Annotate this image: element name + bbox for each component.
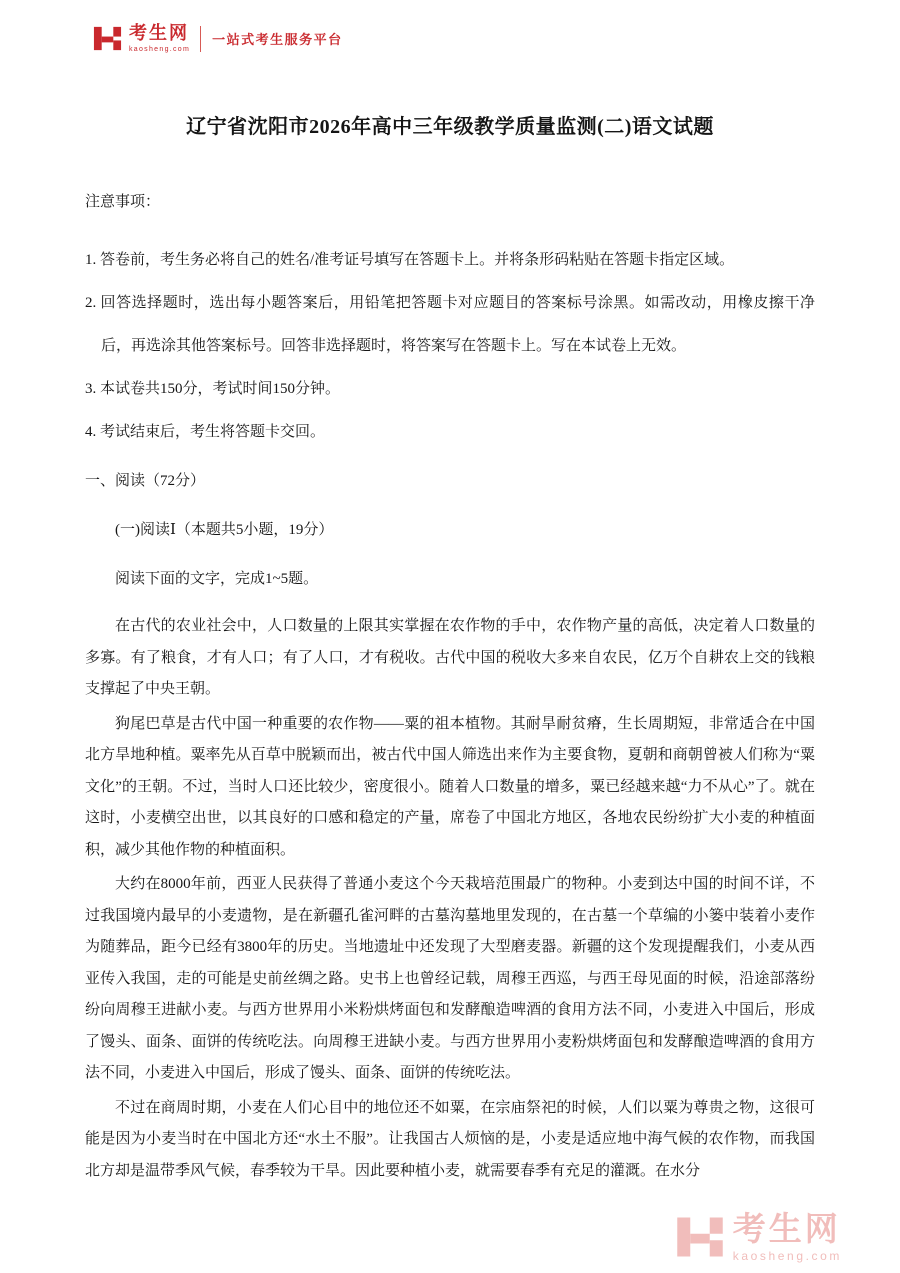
notice-item-3: 3. 本试卷共150分，考试时间150分钟。: [85, 381, 341, 397]
section-heading-reading: 一、阅读（72分）: [85, 473, 206, 489]
notice-item-4: 4. 考试结束后，考生将答题卡交回。: [85, 424, 326, 440]
notice-item-2: 2. 回答选择题时，选出每小题答案后，用铅笔把答题卡对应题目的答案标号涂黑。如需改动，用橡皮擦干净后，再选涂其他答案标号。回答非选择题时，将答案写在答题卡上。写在本试卷上无效。: [85, 295, 815, 354]
brand-text-block: [129, 24, 190, 53]
brand-header: [92, 23, 343, 54]
body-paragraph: 不过在商周时期，小麦在人们心目中的地位还不如粟，在宗庙祭祀的时候，人们以粟为尊贵之物，这很可能是因为小麦当时在中国北方还“水土不服”。让我国古人烦恼的是，小麦是适应地中海气候的农作物，而我国北方却是温带季风气候，春季较为干旱。因此要种植小麦，就需要春季有充足的灌溉。在水分: [85, 1099, 815, 1179]
body-paragraph: 大约在8000年前，西亚人民获得了普通小麦这个今天栽培范围最广的物种。小麦到达中国的时间不详，不过我国境内最早的小麦遗物，是在新疆孔雀河畔的古墓沟墓地里发现的，在古墓一个草编的小篓中装着小麦作为随葬品，距今已经有3800年的历史。当地遗址中还发现了大型磨麦器。新疆的这个发现提醒我们，小麦从西亚传入我国，走的可能是史前丝绸之路。史书上也曾经记载，周穆王西巡，与西王母见面的时候，沿途部落纷纷向周穆王进献小麦。与西方世界用小米粉烘烤面包和发酵酿造啤酒的食用方法不同，小麦进入中国后，形成了馒头、面条、面饼的传统吃法。向周穆王进缺小麦。与西方世界用小麦粉烘烤面包和发酵酿造啤酒的食用方法不同，小麦进入中国后，形成了馒头、面条、面饼的传统吃法。: [85, 876, 815, 1081]
subsection-heading-reading-1: (一)阅读Ⅰ（本题共5小题，19分）: [115, 522, 334, 538]
body-paragraph: 狗尾巴草是古代中国一种重要的农作物——粟的祖本植物。其耐旱耐贫瘠，生长周期短，非常适合在中国北方旱地种植。粟率先从百草中脱颖而出，被古代中国人筛选出来作为主要食物，夏朝和商朝曾被人们称为“粟文化”的王朝。不过，当时人口还比较少，密度很小。随着人口数量的增多，粟已经越来越“力不从心”了。就在这时，小麦横空出世，以其良好的口感和稳定的产量，席卷了中国北方地区，各地农民纷纷扩大小麦的种植面积，减少其他作物的种植面积。: [85, 715, 815, 858]
watermark-domain: kaosheng.com: [732, 1248, 842, 1263]
document-title: 辽宁省沈阳市2026年高中三年级教学质量监测(二)语文试题: [186, 116, 714, 138]
document-content: [85, 181, 815, 1187]
brand-name: 考生网: [129, 23, 189, 44]
brand-domain: kaosheng.com: [129, 45, 191, 53]
kaosheng-logo-icon: [92, 23, 123, 54]
watermark-name: 考生网: [732, 1210, 841, 1248]
watermark-text-block: [733, 1212, 842, 1262]
brand-divider: [200, 26, 201, 52]
brand-tagline: 一站式考生服务平台: [212, 32, 343, 47]
watermark-logo-icon: [674, 1211, 726, 1263]
body-paragraph: 在古代的农业社会中，人口数量的上限其实掌握在农作物的手中，农作物产量的高低，决定着人口数量的多寡。有了粮食，才有人口；有了人口，才有税收。古代中国的税收大多来自农民，亿万个自耕农上交的钱粮支撑起了中央王朝。: [85, 618, 815, 697]
watermark: [674, 1211, 842, 1263]
notice-item-1: 1. 答卷前，考生务必将自己的姓名/准考证号填写在答题卡上。并将条形码粘贴在答题卡指定区域。: [85, 252, 735, 268]
reading-instruction: 阅读下面的文字，完成1~5题。: [115, 571, 319, 587]
notice-heading: 注意事项：: [85, 194, 161, 210]
